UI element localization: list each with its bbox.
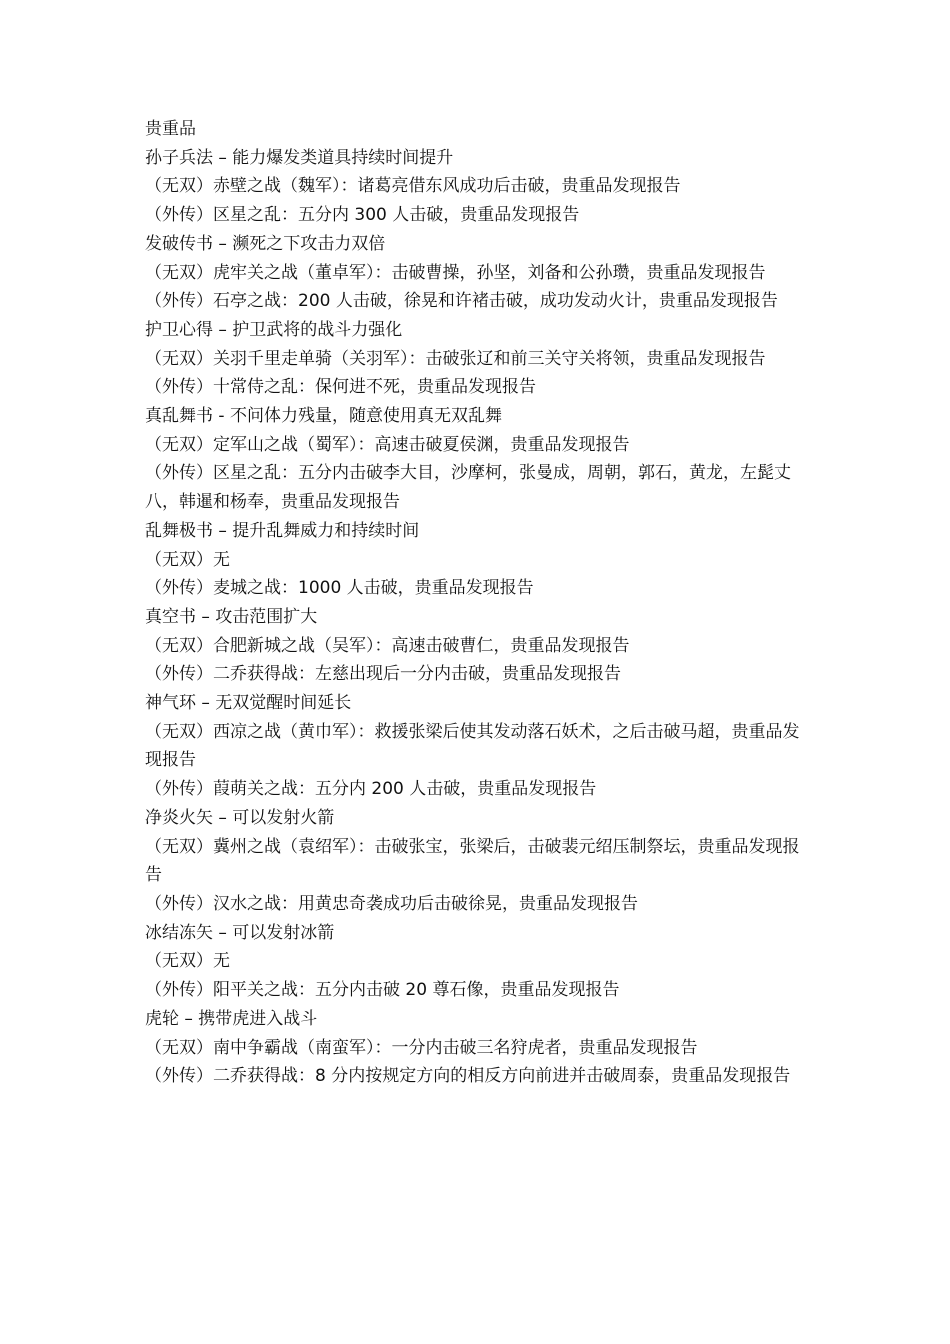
item-condition: （外传）石亭之战：200 人击破，徐晃和许褚击破，成功发动火计，贵重品发现报告 [145, 291, 778, 312]
item-title: 护卫心得 – 护卫武将的战斗力强化 [145, 319, 403, 340]
item-title: 孙子兵法 – 能力爆发类道具持续时间提升 [145, 147, 454, 168]
item-condition: （无双）合肥新城之战（吴军）：高速击破曹仁，贵重品发现报告 [145, 635, 630, 656]
item-condition: （无双）虎牢关之战（董卓军）：击破曹操，孙坚，刘备和公孙瓒，贵重品发现报告 [145, 262, 766, 283]
item-title: 乱舞极书 – 提升乱舞威力和持续时间 [145, 520, 420, 541]
item-condition: （外传）区星之乱：五分内 300 人击破，贵重品发现报告 [145, 205, 580, 226]
item-condition: （无双）关羽千里走单骑（关羽军）：击破张辽和前三关守关将领，贵重品发现报告 [145, 348, 766, 369]
item-condition: （外传）阳平关之战：五分内击破 20 尊石像，贵重品发现报告 [145, 980, 620, 1001]
item-title: 冰结冻矢 – 可以发射冰箭 [145, 922, 335, 943]
item-condition: （无双）无 [145, 951, 230, 972]
item-condition: （无双）冀州之战（袁绍军）：击破张宝，张梁后，击破裴元绍压制祭坛，贵重品发现报告 [145, 836, 800, 886]
item-condition: （无双）南中争霸战（南蛮军）：一分内击破三名狩虎者，贵重品发现报告 [145, 1037, 698, 1058]
item-condition: （外传）麦城之战：1000 人击破，贵重品发现报告 [145, 578, 534, 599]
item-condition: （无双）无 [145, 549, 230, 570]
item-condition: （无双）赤壁之战（魏军）：诸葛亮借东风成功后击破，贵重品发现报告 [145, 176, 681, 197]
item-title: 虎轮 – 携带虎进入战斗 [145, 1008, 318, 1029]
item-title: 真空书 – 攻击范围扩大 [145, 606, 318, 627]
item-title: 真乱舞书 - 不问体力残量，随意使用真无双乱舞 [145, 406, 502, 427]
document-body [145, 115, 815, 1091]
item-title: 发破传书 – 濒死之下攻击力双倍 [145, 233, 386, 254]
item-title: 神气环 – 无双觉醒时间延长 [145, 693, 352, 714]
section-heading: 贵重品 [145, 119, 196, 139]
item-condition: （无双）西凉之战（黄巾军）：救援张梁后使其发动落石妖术，之后击破马超，贵重品发现报告 [145, 721, 800, 771]
item-title: 净炎火矢 – 可以发射火箭 [145, 807, 335, 828]
item-condition: （外传）区星之乱：五分内击破李大目，沙摩柯，张曼成，周朝，郭石，黄龙，左髭丈八，韩暹和杨奉，贵重品发现报告 [145, 463, 791, 513]
item-condition: （无双）定军山之战（蜀军）：高速击破夏侯渊，贵重品发现报告 [145, 434, 630, 455]
item-condition: （外传）二乔获得战：8 分内按规定方向的相反方向前进并击破周泰，贵重品发现报告 [145, 1066, 791, 1087]
item-condition: （外传）十常侍之乱：保何进不死，贵重品发现报告 [145, 377, 536, 398]
item-condition: （外传）汉水之战：用黄忠奇袭成功后击破徐晃，贵重品发现报告 [145, 893, 638, 914]
item-condition: （外传）二乔获得战：左慈出现后一分内击破，贵重品发现报告 [145, 664, 621, 685]
item-condition: （外传）葭萌关之战：五分内 200 人击破，贵重品发现报告 [145, 779, 597, 800]
